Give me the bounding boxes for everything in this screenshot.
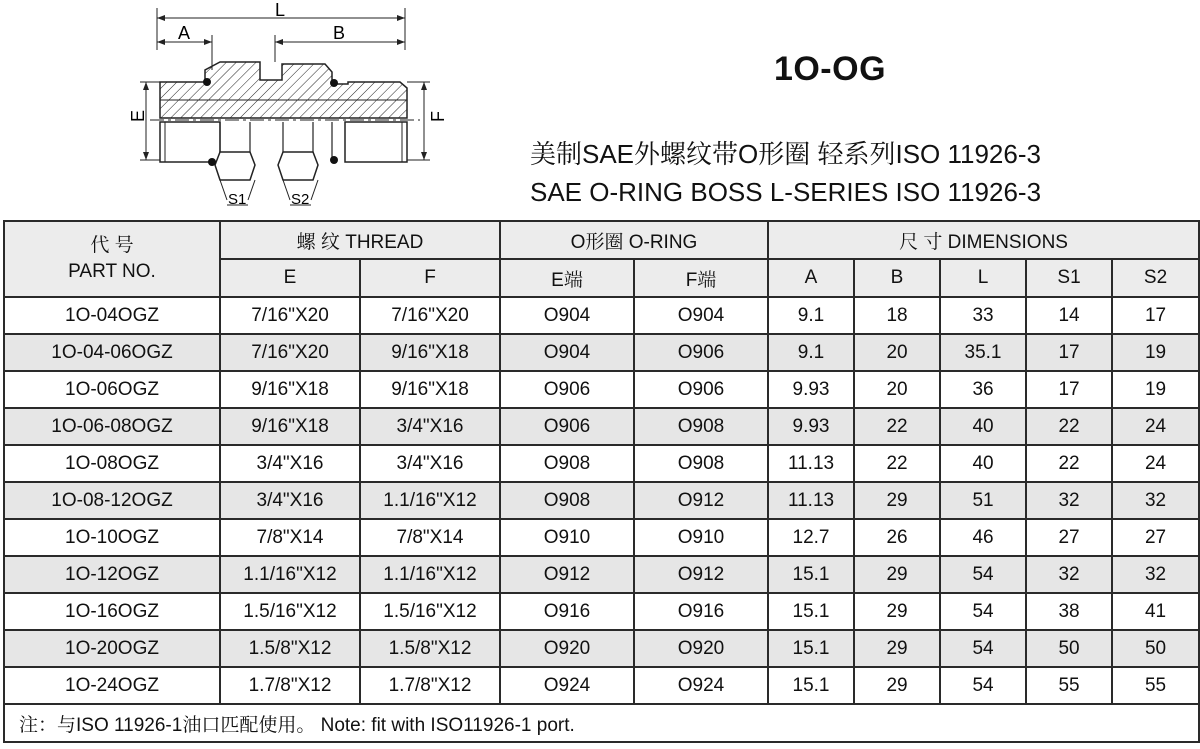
table-cell: 24	[1112, 445, 1199, 482]
table-row	[4, 408, 1199, 445]
dimension-s	[220, 180, 318, 208]
label-b: B	[333, 23, 346, 43]
table-row	[4, 482, 1199, 519]
table-cell: O916	[634, 593, 768, 630]
table-cell: O924	[500, 667, 634, 704]
table-cell: 14	[1026, 297, 1112, 334]
spec-table	[3, 220, 1200, 743]
table-cell: O912	[634, 556, 768, 593]
header-part-no	[4, 221, 220, 297]
table-cell: O924	[634, 667, 768, 704]
table-cell: 15.1	[768, 667, 854, 704]
table-cell: O910	[634, 519, 768, 556]
table-cell: O904	[500, 334, 634, 371]
table-cell: 20	[854, 334, 940, 371]
table-cell: O906	[634, 334, 768, 371]
label-a: A	[178, 23, 191, 43]
table-cell: 40	[940, 445, 1026, 482]
subheader-cell: E	[220, 259, 360, 297]
table-cell: 7/16"X20	[220, 297, 360, 334]
table-cell: O908	[634, 445, 768, 482]
table-cell: 7/16"X20	[220, 334, 360, 371]
table-cell: 27	[1026, 519, 1112, 556]
table-cell: 9.1	[768, 334, 854, 371]
table-cell: 54	[940, 667, 1026, 704]
table-cell: 9.1	[768, 297, 854, 334]
table-cell: 3/4"X16	[220, 482, 360, 519]
table-cell: 22	[854, 445, 940, 482]
table-cell: 55	[1026, 667, 1112, 704]
table-row	[4, 519, 1199, 556]
header-part-en: PART NO.	[68, 261, 156, 282]
table-cell: 29	[854, 482, 940, 519]
table-cell: 1.5/16"X12	[220, 593, 360, 630]
table-cell: 7/16"X20	[360, 297, 500, 334]
table-cell: O920	[500, 630, 634, 667]
table-cell: 50	[1112, 630, 1199, 667]
table-row	[4, 445, 1199, 482]
table-cell: 9.93	[768, 408, 854, 445]
table-cell: O912	[500, 556, 634, 593]
table-cell: O916	[500, 593, 634, 630]
table-cell: 1O-16OGZ	[4, 593, 220, 630]
table-cell: 11.13	[768, 482, 854, 519]
product-code: 1O-OG	[773, 50, 887, 88]
subheader-cell: A	[768, 259, 854, 297]
dimension-b	[275, 23, 405, 62]
table-cell: 18	[854, 297, 940, 334]
table-cell: O906	[500, 371, 634, 408]
subheader-cell: L	[940, 259, 1026, 297]
subheader-cell: F端	[634, 259, 768, 297]
dimension-e	[128, 82, 160, 160]
table-cell: 1.1/16"X12	[220, 556, 360, 593]
fitting-drawing	[120, 0, 450, 215]
table-cell: 1O-04-06OGZ	[4, 334, 220, 371]
table-cell: 32	[1112, 556, 1199, 593]
table-cell: 1.5/16"X12	[360, 593, 500, 630]
table-cell: 1O-12OGZ	[4, 556, 220, 593]
table-cell: 1O-04OGZ	[4, 297, 220, 334]
dimension-a	[157, 23, 212, 70]
table-cell: 1.5/8"X12	[220, 630, 360, 667]
table-cell: 15.1	[768, 593, 854, 630]
table-cell: 1.1/16"X12	[360, 556, 500, 593]
table-cell: 1.7/8"X12	[220, 667, 360, 704]
label-s2: S2	[291, 191, 310, 208]
table-cell: 1O-08-12OGZ	[4, 482, 220, 519]
table-cell: 29	[854, 630, 940, 667]
table-cell: 9/16"X18	[360, 334, 500, 371]
label-l: L	[275, 0, 286, 20]
table-cell: 27	[1112, 519, 1199, 556]
header-part-cn: 代 号	[90, 235, 134, 256]
table-cell: 29	[854, 593, 940, 630]
table-cell: 7/8"X14	[360, 519, 500, 556]
table-cell: 22	[854, 408, 940, 445]
table-cell: 19	[1112, 334, 1199, 371]
table-note: 注：与ISO 11926-1油口匹配使用。 Note: fit with ISO11926-1 port.	[4, 704, 1199, 742]
label-s1: S1	[228, 191, 247, 208]
table-cell: 29	[854, 556, 940, 593]
table-cell: 15.1	[768, 630, 854, 667]
table-cell: O906	[634, 371, 768, 408]
table-row	[4, 371, 1199, 408]
table-cell: O920	[634, 630, 768, 667]
table-row	[4, 334, 1199, 371]
table-cell: 3/4"X16	[220, 445, 360, 482]
subheader-cell: F	[360, 259, 500, 297]
table-cell: 11.13	[768, 445, 854, 482]
label-f: F	[428, 111, 448, 122]
table-cell: 41	[1112, 593, 1199, 630]
table-cell: 29	[854, 667, 940, 704]
table-cell: 32	[1026, 556, 1112, 593]
table-cell: 36	[940, 371, 1026, 408]
table-cell: 9/16"X18	[360, 371, 500, 408]
table-cell: 55	[1112, 667, 1199, 704]
table-cell: 3/4"X16	[360, 408, 500, 445]
table-cell: 1O-10OGZ	[4, 519, 220, 556]
header-thread: 螺 纹 THREAD	[220, 221, 500, 259]
table-cell: 1.1/16"X12	[360, 482, 500, 519]
table-cell: 9/16"X18	[220, 371, 360, 408]
table-cell: 54	[940, 556, 1026, 593]
table-cell: 9.93	[768, 371, 854, 408]
table-row	[4, 556, 1199, 593]
table-cell: 12.7	[768, 519, 854, 556]
table-cell: 54	[940, 630, 1026, 667]
table-cell: O904	[634, 297, 768, 334]
table-cell: 38	[1026, 593, 1112, 630]
table-cell: 19	[1112, 371, 1199, 408]
table-cell: O908	[500, 482, 634, 519]
table-cell: 17	[1026, 334, 1112, 371]
table-cell: O912	[634, 482, 768, 519]
table-cell: 54	[940, 593, 1026, 630]
table-cell: 1O-20OGZ	[4, 630, 220, 667]
table-row	[4, 667, 1199, 704]
table-row	[4, 630, 1199, 667]
table-cell: 9/16"X18	[220, 408, 360, 445]
subheader-cell: B	[854, 259, 940, 297]
table-cell: 1O-06OGZ	[4, 371, 220, 408]
table-cell: O908	[634, 408, 768, 445]
table-cell: 22	[1026, 445, 1112, 482]
subheader-cell: S2	[1112, 259, 1199, 297]
fitting-body	[150, 62, 420, 180]
subheader-cell: S1	[1026, 259, 1112, 297]
table-cell: 50	[1026, 630, 1112, 667]
table-cell: 26	[854, 519, 940, 556]
subheader-cell: E端	[500, 259, 634, 297]
label-e: E	[128, 109, 148, 122]
header-oring: O形圈 O-RING	[500, 221, 768, 259]
table-cell: 24	[1112, 408, 1199, 445]
table-cell: O908	[500, 445, 634, 482]
table-cell: 22	[1026, 408, 1112, 445]
table-cell: 1O-24OGZ	[4, 667, 220, 704]
table-cell: 15.1	[768, 556, 854, 593]
table-cell: 33	[940, 297, 1026, 334]
dimension-f	[407, 82, 448, 160]
table-cell: 1O-06-08OGZ	[4, 408, 220, 445]
table-cell: 1.7/8"X12	[360, 667, 500, 704]
table-row	[4, 297, 1199, 334]
table-cell: 1.5/8"X12	[360, 630, 500, 667]
table-cell: O910	[500, 519, 634, 556]
table-cell: O904	[500, 297, 634, 334]
title-chinese: 美制SAE外螺纹带O形圈 轻系列ISO 11926-3	[530, 139, 1041, 169]
table-row	[4, 593, 1199, 630]
table-cell: 40	[940, 408, 1026, 445]
table-cell: 7/8"X14	[220, 519, 360, 556]
table-cell: 32	[1026, 482, 1112, 519]
table-cell: 51	[940, 482, 1026, 519]
table-cell: 20	[854, 371, 940, 408]
title-english: SAE O-RING BOSS L-SERIES ISO 11926-3	[530, 177, 1042, 207]
table-cell: 46	[940, 519, 1026, 556]
table-cell: 17	[1026, 371, 1112, 408]
table-cell: 17	[1112, 297, 1199, 334]
table-cell: 1O-08OGZ	[4, 445, 220, 482]
header-dimensions: 尺 寸 DIMENSIONS	[768, 221, 1199, 259]
table-cell: 32	[1112, 482, 1199, 519]
table-cell: 35.1	[940, 334, 1026, 371]
table-cell: 3/4"X16	[360, 445, 500, 482]
table-cell: O906	[500, 408, 634, 445]
